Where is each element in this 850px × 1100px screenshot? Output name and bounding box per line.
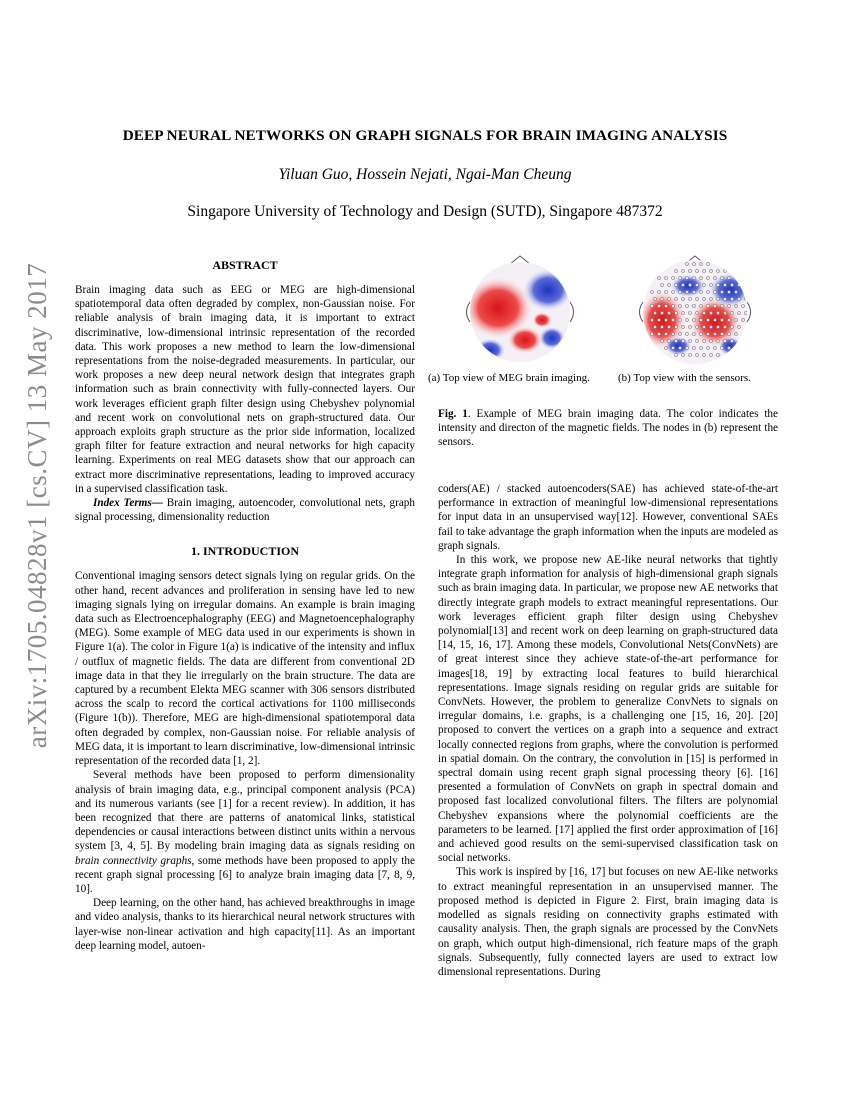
sensor-node [723, 311, 726, 314]
sensor-node [706, 262, 709, 265]
sensor-node [737, 283, 740, 286]
intro-p2-part-b: , some methods have been proposed to apply the recent graph signal processing [6] to analyze brain imaging data [7, 8, 9, 10]. [75, 854, 415, 895]
sensor-node [706, 276, 709, 279]
sensor-node [699, 276, 702, 279]
sensor-node [688, 297, 691, 300]
sensor-node [695, 311, 698, 314]
sensor-node [660, 283, 663, 286]
sensor-node [716, 311, 719, 314]
arxiv-stamp-text: arXiv:1705.04828v1 [cs.CV] 13 May 2017 [22, 262, 53, 748]
sensor-node [650, 318, 653, 321]
sensor-node [699, 262, 702, 265]
sensor-node [688, 269, 691, 272]
sensor-node [741, 318, 744, 321]
right-paragraph-3: This work is inspired by [16, 17] but focuses on new AE-like networks to extract meaningful representation in an unsupervised manner. The proposed method is depicted in Figure 2. First, brain imaging data is modelled as signals residing on connectivity graphs estimated with causality analysis. Then, the graph signals are processed by the ConvNets on graph, which output high-dimensional, rich feature maps of the graph signals. Subsequently, fully connected layers are used to extract low dimensional representations. During [438, 866, 778, 978]
sensor-node [674, 339, 677, 342]
sensor-node [692, 318, 695, 321]
right-column [438, 482, 778, 979]
intro-p2-part-a: Several methods have been proposed to perform dimensionality analysis of brain imaging data, e.g., principal component analysis (PCA) and its numerous variants (see [1] for a recent review). In addition, it has been recognized that there are patterns of anatomical links, statistical dependencies or causal interactions between distinct units within a nervous system [3, 4, 5]. By modeling brain imaging data as signals residing on [75, 769, 415, 853]
figure-caption [438, 407, 778, 450]
sensor-node [744, 297, 747, 300]
sensor-node [692, 304, 695, 307]
sensor-node [653, 325, 656, 328]
sensor-node [671, 332, 674, 335]
paper-title: DEEP NEURAL NETWORKS ON GRAPH SIGNALS FOR BRAIN IMAGING ANALYSIS [122, 127, 728, 144]
sensor-node [671, 304, 674, 307]
paper-authors: Yiluan Guo, Hossein Nejati, Ngai-Man Cheung [278, 166, 572, 183]
figure-caption-a: (a) Top view of MEG brain imaging. [428, 372, 590, 384]
sensor-node [674, 325, 677, 328]
sensor-node [678, 290, 681, 293]
sensor-node [716, 297, 719, 300]
sensor-node [695, 353, 698, 356]
intro-paragraph-2 [75, 768, 415, 896]
sensor-node [678, 318, 681, 321]
sensor-node [699, 332, 702, 335]
sensor-node [664, 290, 667, 293]
meg-sensor-plot [638, 256, 752, 364]
sensor-node [667, 297, 670, 300]
sensor-node [713, 332, 716, 335]
sensor-node [727, 276, 730, 279]
sensor-node [723, 297, 726, 300]
sensor-node [737, 311, 740, 314]
sensor-node [671, 346, 674, 349]
sensor-node [741, 304, 744, 307]
sensor-node [706, 346, 709, 349]
sensor-node [678, 332, 681, 335]
sensor-node [699, 290, 702, 293]
sensor-node [716, 339, 719, 342]
sensor-node [692, 332, 695, 335]
index-terms [75, 496, 415, 524]
sensor-node [709, 339, 712, 342]
sensor-node [657, 318, 660, 321]
sensor-node [685, 304, 688, 307]
right-paragraph-2: In this work, we propose new AE-like neural networks that tightly integrate graph information for analysis of high-dimensional graph signals such as brain imaging data. In particular, we propose new AE networks that directly integrate graph models to extract meaningful representations. Our work leverages efficient graph filter design using Chebyshev polynomial[13] and recent work on deep learning on graph-structured data [14, 15, 16, 17]. Among these models, Convolutional Nets(ConvNets) are of great interest since they achieve state-of-the-art performance for images[18, 19] by extracting local features to build hierarchical representations. Image signals residing on regular grids are suitable for ConvNets. However, the problem to generalize ConvNets to signals on irregular domains, i.e. graphs, is a challenging one [15, 16, 20]. [20] proposed to convert the vertices on a graph into a sequence and extract locally connected regions from graphs, where the convolution is performed in spatial domain. On the contrary, the convolution in [15] is performed in spectral domain using recent graph signal processing theory [6]. [16] presented a formulation of ConvNets on graph in spectral domain and proposed fast localized convolutional filters. The filters are polynomial Chebyshev expansions where the polynomial coefficients are the parameters to be learned. [17] applied the first order approximation of [16] and achieved good results on the semi-supervised classification task on social networks. [438, 554, 778, 865]
sensor-node [685, 262, 688, 265]
sensor-node [709, 325, 712, 328]
figure-caption-text: . Example of MEG brain imaging data. The color indicates the intensity and directon of the magnetic fields. The nodes in (b) represent the sensors. [438, 408, 778, 449]
meg-topview-plot [462, 256, 574, 362]
sensor-node [734, 332, 737, 335]
sensor-node [674, 297, 677, 300]
arxiv-stamp [18, 262, 58, 748]
sensor-node [667, 283, 670, 286]
sensor-node [716, 283, 719, 286]
sensor-node [685, 318, 688, 321]
sensor-node [713, 290, 716, 293]
sensor-node [720, 346, 723, 349]
sensor-node [653, 297, 656, 300]
sensor-node [664, 332, 667, 335]
figure-caption-b: (b) Top view with the sensors. [618, 372, 751, 384]
sensor-node [709, 353, 712, 356]
sensor-node [702, 311, 705, 314]
sensor-node [730, 325, 733, 328]
sensor-node [706, 332, 709, 335]
sensor-node [706, 304, 709, 307]
sensor-node [727, 318, 730, 321]
sensor-node [674, 311, 677, 314]
sensor-node [730, 297, 733, 300]
sensor-node [713, 276, 716, 279]
sensor-node [709, 283, 712, 286]
sensor-node [699, 346, 702, 349]
sensor-node [671, 318, 674, 321]
sensor-node [734, 304, 737, 307]
sensor-node [706, 318, 709, 321]
sensor-node [713, 318, 716, 321]
sensor-node [723, 325, 726, 328]
sensor-node [730, 311, 733, 314]
sensor-node [650, 332, 653, 335]
sensor-node [702, 269, 705, 272]
sensor-node [692, 290, 695, 293]
sensor-node [720, 318, 723, 321]
sensor-node [737, 297, 740, 300]
sensor-node [664, 318, 667, 321]
sensor-node [688, 339, 691, 342]
sensor-node [730, 339, 733, 342]
intro-paragraph-1: Conventional imaging sensors detect signals lying on regular grids. On the other hand, recent advances and proliferation in sensing have led to new imaging signals lying on irregular domains. An example is brain imaging data such as Electroencephalography (EEG) and Magnetoencephalography (MEG). Some example of MEG data used in our experiments is shown in Figure 1(a). The color in Figure 1(a) is indicative of the intensity and influx / outflux of magnetic fields. The data are different from conventional 2D image data in that they lie irregularly on the brain structure. The data are captured by a recumbent Elekta MEG scanner with 306 sensors distributed across the scalp to record the cortical activations for 1100 milliseconds (Figure 1(b)). Therefore, MEG are high-dimensional spatiotemporal data often degraded by complex, non-Gaussian noise. For reliable analysis of MEG data, it is important to learn discriminative, low-dimensional intrinsic representation of the recorded data [1, 2]. [75, 570, 415, 768]
intro-heading: 1. INTRODUCTION [190, 544, 299, 559]
sensor-node [723, 269, 726, 272]
sensor-node [692, 346, 695, 349]
index-terms-text: Brain imaging, autoencoder, convolutional nets, graph signal processing, dimensionality reduction [75, 497, 415, 524]
sensor-node [674, 283, 677, 286]
right-paragraph-1: coders(AE) / stacked autoencoders(SAE) has achieved state-of-the-art performance in extraction of meaningful low-dimensional representations for input data in an unsupervised way[12]. However, conventional SAEs fail to take advantage the graph information when the inputs are modeled as graph signals. [438, 483, 778, 552]
sensor-node [716, 353, 719, 356]
sensor-node [702, 283, 705, 286]
sensor-node [713, 346, 716, 349]
sensor-node [657, 276, 660, 279]
sensor-node [664, 346, 667, 349]
figure-label: Fig. 1 [438, 408, 468, 420]
sensor-node [667, 339, 670, 342]
sensor-node [657, 304, 660, 307]
sensor-node [702, 353, 705, 356]
sensor-node [664, 276, 667, 279]
sensor-node [653, 311, 656, 314]
sensor-node [657, 290, 660, 293]
abstract-heading: ABSTRACT [212, 258, 278, 272]
sensor-node [709, 297, 712, 300]
paper-affiliation: Singapore University of Technology and Design (SUTD), Singapore 487372 [187, 203, 663, 220]
sensor-node [716, 269, 719, 272]
sensor-node [695, 283, 698, 286]
sensor-node [678, 304, 681, 307]
sensor-node [709, 269, 712, 272]
sensor-node [727, 290, 730, 293]
sensor-node [702, 339, 705, 342]
sensor-node [702, 325, 705, 328]
sensor-node [685, 332, 688, 335]
sensor-node [667, 311, 670, 314]
sensor-node [699, 304, 702, 307]
sensor-node [706, 290, 709, 293]
sensor-node [685, 346, 688, 349]
sensor-node [671, 290, 674, 293]
sensor-node [734, 318, 737, 321]
sensor-node [695, 269, 698, 272]
sensor-node [678, 276, 681, 279]
sensor-node [650, 290, 653, 293]
sensor-node [692, 276, 695, 279]
sensor-node [660, 325, 663, 328]
sensor-node [660, 297, 663, 300]
sensor-node [688, 311, 691, 314]
sensor-node [713, 304, 716, 307]
sensor-node [685, 276, 688, 279]
sensor-node [734, 290, 737, 293]
sensor-node [674, 353, 677, 356]
sensor-node [671, 276, 674, 279]
sensor-node [716, 325, 719, 328]
sensor-node [681, 353, 684, 356]
sensor-node [657, 332, 660, 335]
sensor-node [720, 290, 723, 293]
sensor-node [702, 297, 705, 300]
figure-1 [430, 250, 785, 380]
sensor-node [699, 318, 702, 321]
sensor-node [727, 346, 730, 349]
sensor-node [727, 304, 730, 307]
sensor-node [674, 269, 677, 272]
left-column [75, 258, 415, 953]
sensor-node [681, 283, 684, 286]
sensor-node [695, 297, 698, 300]
intro-paragraph-3: Deep learning, on the other hand, has achieved breakthroughs in image and video analysis, thanks to its hierarchical neural network structures with layer-wise non-linear activation and high capacity[11]. As an important deep learning model, autoen- [75, 897, 415, 952]
sensor-node [681, 339, 684, 342]
sensor-node [695, 339, 698, 342]
sensor-node [692, 262, 695, 265]
sensor-node [688, 353, 691, 356]
sensor-node [685, 290, 688, 293]
sensor-node [744, 311, 747, 314]
sensor-node [723, 283, 726, 286]
sensor-node [681, 297, 684, 300]
sensor-node [737, 325, 740, 328]
sensor-node [727, 332, 730, 335]
sensor-node [720, 304, 723, 307]
sensor-node [660, 311, 663, 314]
index-terms-label: Index Terms— [93, 497, 163, 510]
sensor-node [664, 304, 667, 307]
abstract-text: Brain imaging data such as EEG or MEG are high-dimensional spatiotemporal data often degraded by complex, non-Gaussian noise. For reliable analysis of brain imaging data, it is important to extract discriminative, low-dimensional intrinsic representation of the recorded data. This work proposes a new method to learn the low-dimensional representations from the noise-degraded measurements. In particular, our work proposes a new deep neural network design that integrates graph information such as brain connectivity with fully-connected layers. Our work leverages efficient graph filter design using Chebyshev polynomial and recent work on convolutional nets on graph-structured data. Our approach exploits graph structure as the prior side information, localized graph filter for feature extraction and neural networks for high capacity learning. Experiments on real MEG datasets show that our approach can extract more discriminative representations, leading to improved accuracy in a supervised classification task. [75, 284, 415, 495]
sensor-node [695, 325, 698, 328]
sensor-node [667, 325, 670, 328]
sensor-node [660, 339, 663, 342]
sensor-node [720, 276, 723, 279]
sensor-node [681, 325, 684, 328]
sensor-node [681, 269, 684, 272]
sensor-node [688, 283, 691, 286]
sensor-node [681, 311, 684, 314]
sensor-node [650, 304, 653, 307]
sensor-node [720, 332, 723, 335]
sensor-node [730, 283, 733, 286]
sensor-node [709, 311, 712, 314]
sensor-node [723, 339, 726, 342]
intro-p2-emphasis: brain connectivity graphs [75, 854, 192, 867]
sensor-node [678, 346, 681, 349]
sensor-node [688, 325, 691, 328]
